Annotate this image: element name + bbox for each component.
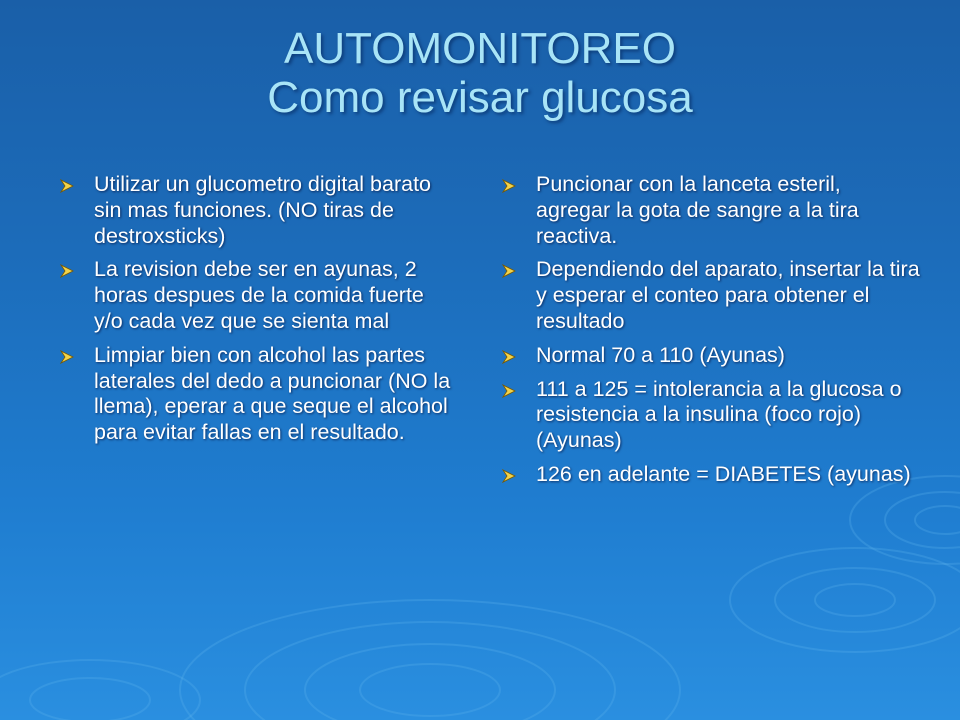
- arrow-bullet-icon: [502, 179, 516, 193]
- arrow-bullet-icon: [502, 384, 516, 398]
- arrow-bullet-icon: [60, 179, 74, 193]
- list-item-text: Dependiendo del aparato, insertar la tira y esperar el conteo para obtener el resultado: [536, 257, 920, 333]
- list-item-text: Utilizar un glucometro digital barato sin mas funciones. (NO tiras de destroxsticks): [94, 172, 431, 248]
- slide-title: [0, 24, 960, 123]
- arrow-bullet-icon: [60, 350, 74, 364]
- title-line-1: AUTOMONITOREO: [284, 24, 676, 73]
- list-item-text: La revision debe ser en ayunas, 2 horas despues de la comida fuerte y/o cada vez que se sienta mal: [94, 257, 424, 333]
- arrow-bullet-icon: [502, 264, 516, 278]
- list-item-text: Puncionar con la lanceta esteril, agregar la gota de sangre a la tira reactiva.: [536, 172, 859, 248]
- list-item: [58, 343, 458, 446]
- arrow-bullet-icon: [60, 264, 74, 278]
- list-item: [500, 377, 920, 454]
- list-item-text: 126 en adelante = DIABETES (ayunas): [536, 461, 911, 486]
- list-item: [500, 257, 920, 334]
- arrow-bullet-icon: [502, 350, 516, 364]
- list-item-text: Limpiar bien con alcohol las partes laterales del dedo a puncionar (NO la llema), eperar a que seque el alcohol para evitar fallas en el resultado.: [94, 342, 451, 445]
- arrow-bullet-icon: [502, 469, 516, 483]
- list-item: [500, 343, 920, 369]
- title-line-2: Como revisar glucosa: [267, 73, 693, 123]
- list-item: [58, 257, 458, 334]
- list-item: [500, 172, 920, 249]
- list-item-text: Normal 70 a 110 (Ayunas): [536, 342, 785, 367]
- list-item-text: 111 a 125 = intolerancia a la glucosa o resistencia a la insulina (foco rojo) (Ayunas): [536, 376, 902, 453]
- list-item: [500, 462, 920, 488]
- right-bullet-list: [500, 172, 920, 496]
- list-item: [58, 172, 458, 249]
- left-bullet-list: [58, 172, 458, 454]
